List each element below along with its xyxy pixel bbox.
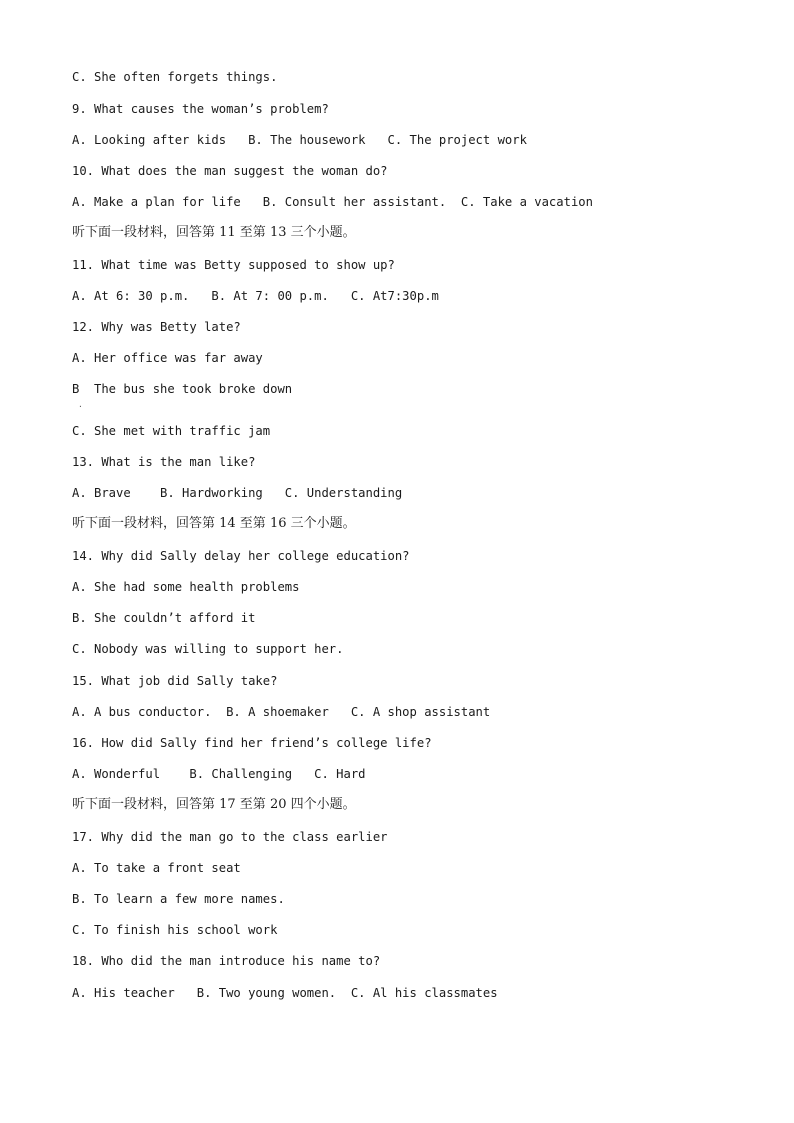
option-12b: B The bus she took broke down: [72, 382, 293, 396]
question-12: 12. Why was Betty late?: [72, 320, 241, 334]
section-heading-14-16: 听下面一段材料，回答第 14 至第 16 三个小题。: [72, 516, 356, 531]
question-10: 10. What does the man suggest the woman do?: [72, 164, 388, 178]
options-15: A. A bus conductor. B. A shoemaker C. A shop assistant: [72, 705, 491, 719]
option-17a: A. To take a front seat: [72, 861, 241, 875]
options-10: A. Make a plan for life B. Consult her assistant. C. Take a vacation: [72, 195, 593, 209]
option-14b: B. She couldn’t afford it: [72, 611, 256, 625]
question-16: 16. How did Sally find her friend’s college life?: [72, 736, 432, 750]
question-18: 18. Who did the man introduce his name to?: [72, 954, 381, 968]
options-11: A. At 6: 30 p.m. B. At 7: 00 p.m. C. At7:30p.m: [72, 289, 439, 303]
option-12a: A. Her office was far away: [72, 351, 263, 365]
option-12c: C. She met with traffic jam: [72, 424, 271, 438]
question-13: 13. What is the man like?: [72, 455, 256, 469]
section-heading-11-13: 听下面一段材料，回答第 11 至第 13 三个小题。: [72, 225, 356, 240]
option-14c: C. Nobody was willing to support her.: [72, 642, 344, 656]
option-17b: B. To learn a few more names.: [72, 892, 285, 906]
section-heading-17-20: 听下面一段材料，回答第 17 至第 20 四个小题。: [72, 797, 356, 812]
question-9: 9. What causes the woman’s problem?: [72, 102, 329, 116]
option-8c: C. She often forgets things.: [72, 70, 278, 84]
question-14: 14. Why did Sally delay her college education?: [72, 549, 410, 563]
question-17: 17. Why did the man go to the class earlier: [72, 830, 388, 844]
options-18: A. His teacher B. Two young women. C. Al his classmates: [72, 986, 498, 1000]
options-16: A. Wonderful B. Challenging C. Hard: [72, 767, 366, 781]
options-13: A. Brave B. Hardworking C. Understanding: [72, 486, 403, 500]
option-17c: C. To finish his school work: [72, 923, 278, 937]
option-14a: A. She had some health problems: [72, 580, 300, 594]
question-15: 15. What job did Sally take?: [72, 674, 278, 688]
question-11: 11. What time was Betty supposed to show up?: [72, 258, 395, 272]
stray-mark: ·: [78, 402, 83, 411]
options-9: A. Looking after kids B. The housework C. The project work: [72, 133, 527, 147]
